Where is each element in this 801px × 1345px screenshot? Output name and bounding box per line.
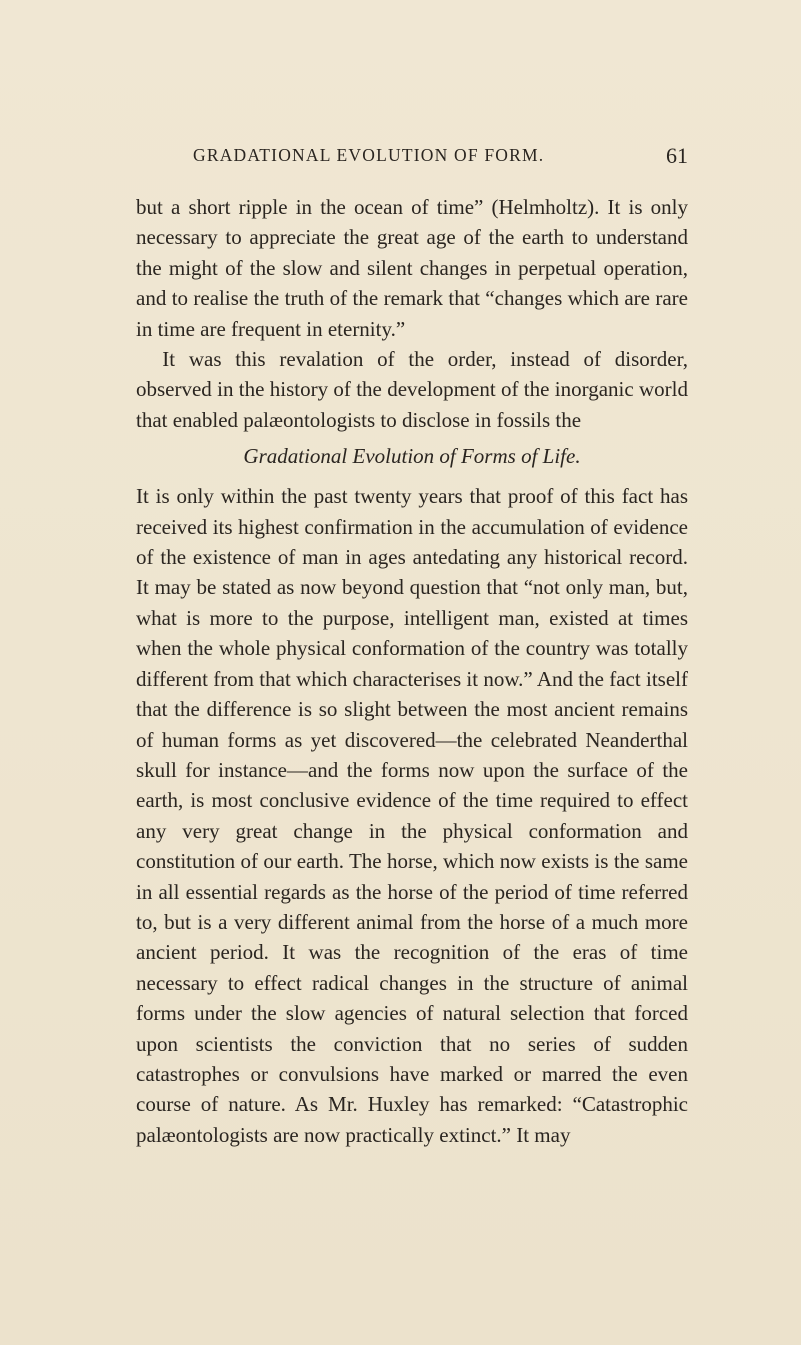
section-heading: Gradational Evolution of Forms of Life. — [243, 444, 581, 469]
paragraph-evidence: It is only within the past twenty years that proof of this fact has received its highest confirmation in the accumulation of evidence of the existence of man in ages antedating any historical record. It may be stated as now beyond question that “not only man, but, what is more to the purpose, intelligent man, existed at times when the whole physical conformation of the country was totally different from that which characterises it now.” And the fact itself that the difference is so slight between the most ancient remains of human forms as yet discovered—the celebrated Neanderthal skull for instance—and the forms now upon the surface of the earth, is most conclusive evidence of the time required to effect any very great change in the physical conformation and constitution of our earth. The horse, which now exists is the same in all essential regards as the horse of the period of time referred to, but is a very different animal from the horse of a much more ancient period. It was the recognition of the eras of time necessary to effect radical changes in the structure of animal forms under the slow agencies of natural selection that forced upon scientists the conviction that no series of sudden catastrophes or convulsions have marked or marred the even course of nature. As Mr. Huxley has remarked: “Catastrophic palæontologists are now practically extinct.” It may — [136, 484, 688, 1147]
page-number: 61 — [666, 143, 688, 168]
body-text — [136, 192, 688, 1150]
running-title: GRADATIONAL EVOLUTION OF FORM. — [193, 145, 545, 165]
paragraph-continuation: but a short ripple in the ocean of time” (Helmholtz). It is only necessary to appreciate the great age of the earth to understand the might of the slow and silent changes in perpetual operation, and to realise the truth of the remark that “changes which are rare in time are frequent in eternity.” — [136, 195, 688, 341]
paragraph-revelation: It was this revalation of the order, instead of disorder, observed in the history of the development of the inorganic world that enabled palæontologists to disclose in fossils the — [136, 347, 688, 432]
running-head — [136, 143, 688, 171]
